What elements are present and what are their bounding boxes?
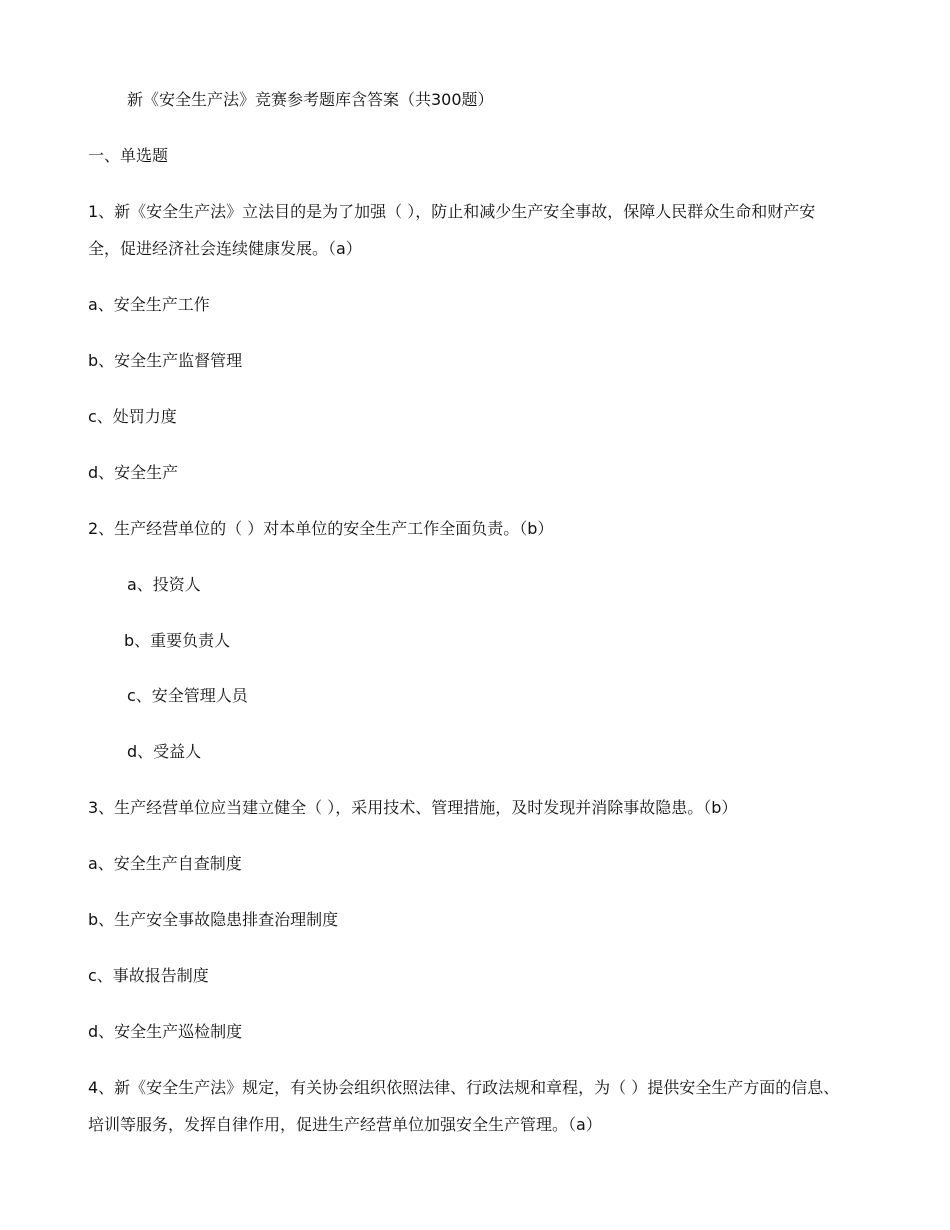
document-title: 新《安全生产法》竞赛参考题库含答案（共300题） [127, 90, 494, 109]
section-heading: 一、单选题 [88, 146, 169, 165]
answer-option: b、生产安全事故隐患排查治理制度 [88, 910, 339, 929]
answer-option: b、重要负责人 [124, 631, 231, 650]
question-text: 2、生产经营单位的（ ）对本单位的安全生产工作全面负责。（b） [88, 519, 554, 538]
answer-option: a、安全生产工作 [88, 295, 210, 314]
answer-option: c、安全管理人员 [127, 686, 248, 705]
question-text: 培训等服务，发挥自律作用，促进生产经营单位加强安全生产管理。（a） [88, 1115, 602, 1134]
question-text: 全，促进经济社会连续健康发展。（a） [88, 239, 362, 258]
answer-option: c、处罚力度 [88, 407, 177, 426]
answer-option: d、受益人 [127, 742, 202, 761]
answer-option: a、安全生产自查制度 [88, 854, 242, 873]
question-text: 1、新《安全生产法》立法目的是为了加强（ ），防止和减少生产安全事故，保障人民群众生命和财产安 [88, 202, 816, 221]
answer-option: a、投资人 [127, 575, 201, 594]
answer-option: d、安全生产 [88, 463, 179, 482]
answer-option: d、安全生产巡检制度 [88, 1022, 243, 1041]
question-text: 4、新《安全生产法》规定，有关协会组织依照法律、行政法规和章程，为（ ）提供安全生产方面的信息、 [88, 1078, 840, 1097]
answer-option: b、安全生产监督管理 [88, 351, 243, 370]
answer-option: c、事故报告制度 [88, 966, 209, 985]
question-text: 3、生产经营单位应当建立健全（ ），采用技术、管理措施，及时发现并消除事故隐患。（b） [88, 798, 738, 817]
